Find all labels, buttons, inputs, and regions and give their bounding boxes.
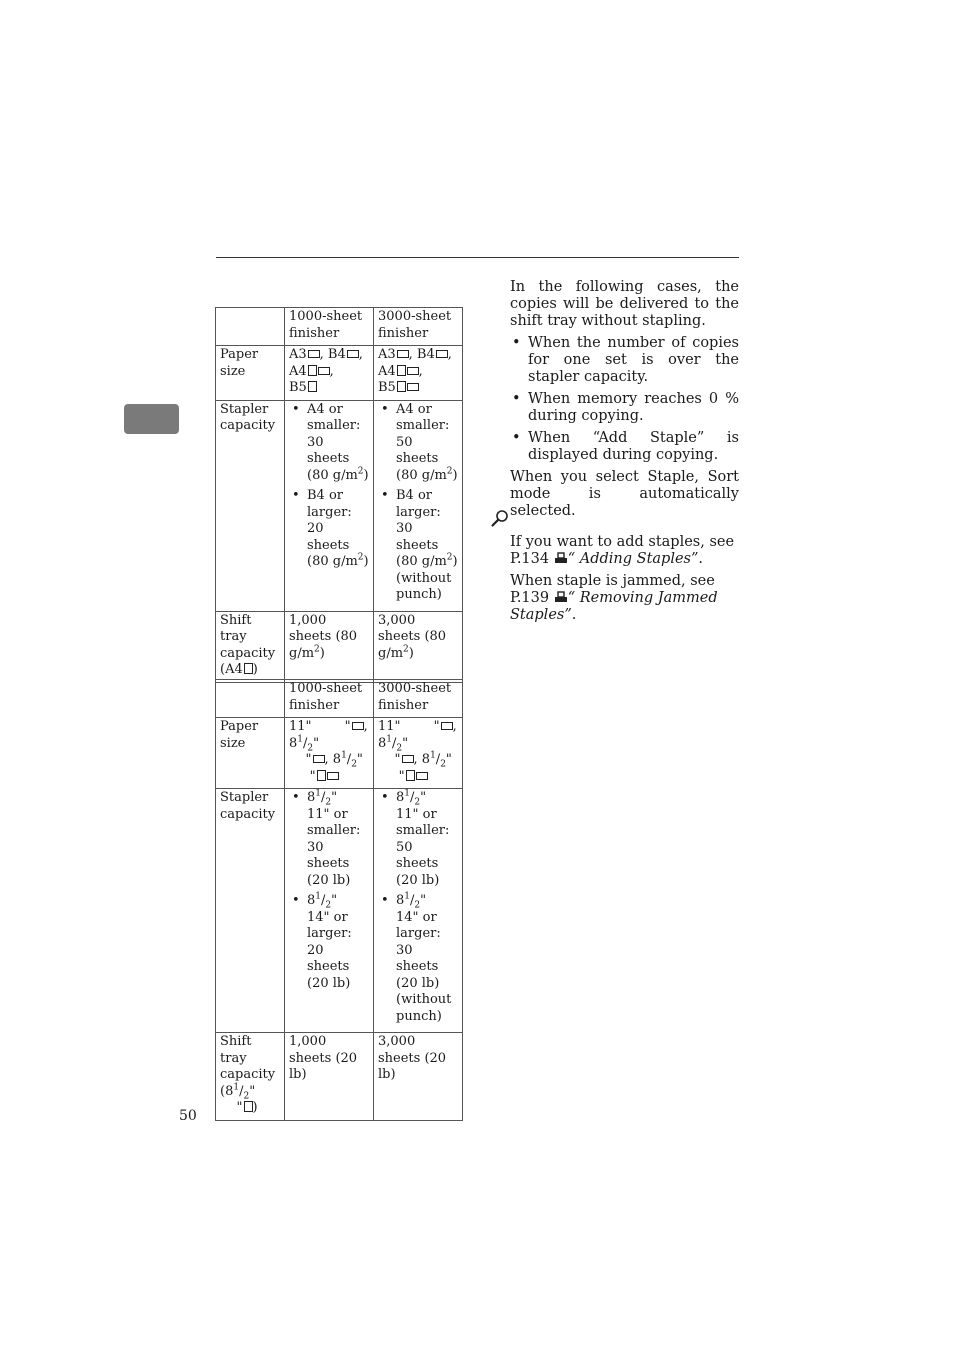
- cases-list: [510, 335, 739, 464]
- metric-spec-table: [215, 307, 463, 683]
- table-row: [216, 718, 463, 789]
- shift-tray-cell: 1,000 sheets (80 $g/m^2$): [285, 611, 374, 682]
- list-item: • $8^1/_2$" 11" or smaller: 50 sheets (20 lb): [378, 790, 458, 889]
- staple-icon: [554, 552, 568, 564]
- shift-tray-cell: 1,000 sheets (20 lb): [285, 1033, 374, 1121]
- landscape-paper-icon: [318, 367, 330, 375]
- list-item: • $8^1/_2$" 14" or larger: 20 sheets (20 lb): [289, 893, 369, 992]
- stapler-capacity-cell: [285, 400, 374, 611]
- reference-jammed-staples[interactable]: When staple is jammed, see P.139 “ Removing Jammed Staples”.: [510, 573, 718, 623]
- table-row: [216, 789, 463, 1033]
- note-paragraph: When you select Staple, Sort mode is automatically selected.: [510, 469, 739, 519]
- table-row: [216, 1033, 463, 1121]
- landscape-paper-icon: [308, 350, 320, 358]
- paper-size-cell: A3 , B4 , A4 , B5: [285, 346, 374, 401]
- table-row: [216, 308, 463, 346]
- list-item: • $8^1/_2$" 11" or smaller: 30 sheets (20 lb): [289, 790, 369, 889]
- list-item: • B4 or larger: 30 sheets (80 $g/m^2$) (without punch): [378, 488, 458, 604]
- row-label: Shift tray capacity ($8^1/_2$" " ): [216, 1033, 285, 1121]
- header-rule: [216, 257, 739, 258]
- shift-tray-cell: 3,000 sheets (80 $g/m^2$): [374, 611, 463, 682]
- list-item: • B4 or larger: 20 sheets (80 $g/m^2$): [289, 488, 369, 571]
- paper-size-cell: A3 , B4 , A4 , B5: [374, 346, 463, 401]
- list-item: • A4 or smaller: 50 sheets (80 $g/m^2$): [378, 402, 458, 485]
- paper-size-cell: 11" " , $8^1/_2$" " , $8^1/_2$" ": [374, 718, 463, 789]
- header-cell: 1000-sheet finisher: [285, 308, 374, 346]
- shift-tray-cell: 3,000 sheets (20 lb): [374, 1033, 463, 1121]
- portrait-paper-icon: [308, 381, 317, 392]
- portrait-paper-icon: [244, 663, 253, 674]
- list-item: • A4 or smaller: 30 sheets (80 $g/m^2$): [289, 402, 369, 485]
- staple-icon: [554, 591, 568, 603]
- table-row: [216, 611, 463, 682]
- table-row: [216, 346, 463, 401]
- list-item: • $8^1/_2$" 14" or larger: 30 sheets (20 lb) (without punch): [378, 893, 458, 1025]
- list-item: • When “Add Staple” is displayed during copying.: [510, 430, 739, 464]
- stapler-capacity-cell: [374, 400, 463, 611]
- landscape-paper-icon: [402, 755, 414, 763]
- header-cell: [216, 308, 285, 346]
- header-cell: 3000-sheet finisher: [374, 308, 463, 346]
- row-label: Stapler capacity: [216, 400, 285, 611]
- landscape-paper-icon: [347, 350, 359, 358]
- staple-notes: [510, 279, 739, 525]
- portrait-paper-icon: [308, 365, 317, 376]
- list-item: • When memory reaches 0 % during copying.: [510, 391, 739, 425]
- landscape-paper-icon: [327, 772, 339, 780]
- paper-size-cell: 11" " , $8^1/_2$" " , $8^1/_2$" ": [285, 718, 374, 789]
- reference-notes: [510, 534, 739, 629]
- portrait-paper-icon: [317, 770, 326, 781]
- landscape-paper-icon: [397, 350, 409, 358]
- row-label: Paper size: [216, 346, 285, 401]
- stapler-capacity-cell: [374, 789, 463, 1033]
- portrait-paper-icon: [406, 770, 415, 781]
- page-number: 50: [179, 1108, 197, 1124]
- row-label: Shift tray capacity (A4 ): [216, 611, 285, 682]
- imperial-spec-table: [215, 679, 463, 1121]
- magnifier-icon: [490, 509, 510, 529]
- table-row: [216, 400, 463, 611]
- reference-add-staples[interactable]: If you want to add staples, see P.134 “ Adding Staples”.: [510, 534, 735, 567]
- header-cell: 1000-sheet finisher: [285, 680, 374, 718]
- table-row: [216, 680, 463, 718]
- portrait-paper-icon: [397, 365, 406, 376]
- landscape-paper-icon: [416, 772, 428, 780]
- header-cell: 3000-sheet finisher: [374, 680, 463, 718]
- landscape-paper-icon: [352, 722, 364, 730]
- portrait-paper-icon: [244, 1101, 253, 1112]
- intro-paragraph: In the following cases, the copies will be delivered to the shift tray without stapling.: [510, 279, 739, 329]
- header-cell: [216, 680, 285, 718]
- list-item: • When the number of copies for one set is over the stapler capacity.: [510, 335, 739, 386]
- stapler-capacity-cell: [285, 789, 374, 1033]
- landscape-paper-icon: [407, 367, 419, 375]
- chapter-tab: [124, 404, 179, 434]
- row-label: Paper size: [216, 718, 285, 789]
- portrait-paper-icon: [397, 381, 406, 392]
- row-label: Stapler capacity: [216, 789, 285, 1033]
- landscape-paper-icon: [441, 722, 453, 730]
- landscape-paper-icon: [436, 350, 448, 358]
- landscape-paper-icon: [407, 383, 419, 391]
- landscape-paper-icon: [313, 755, 325, 763]
